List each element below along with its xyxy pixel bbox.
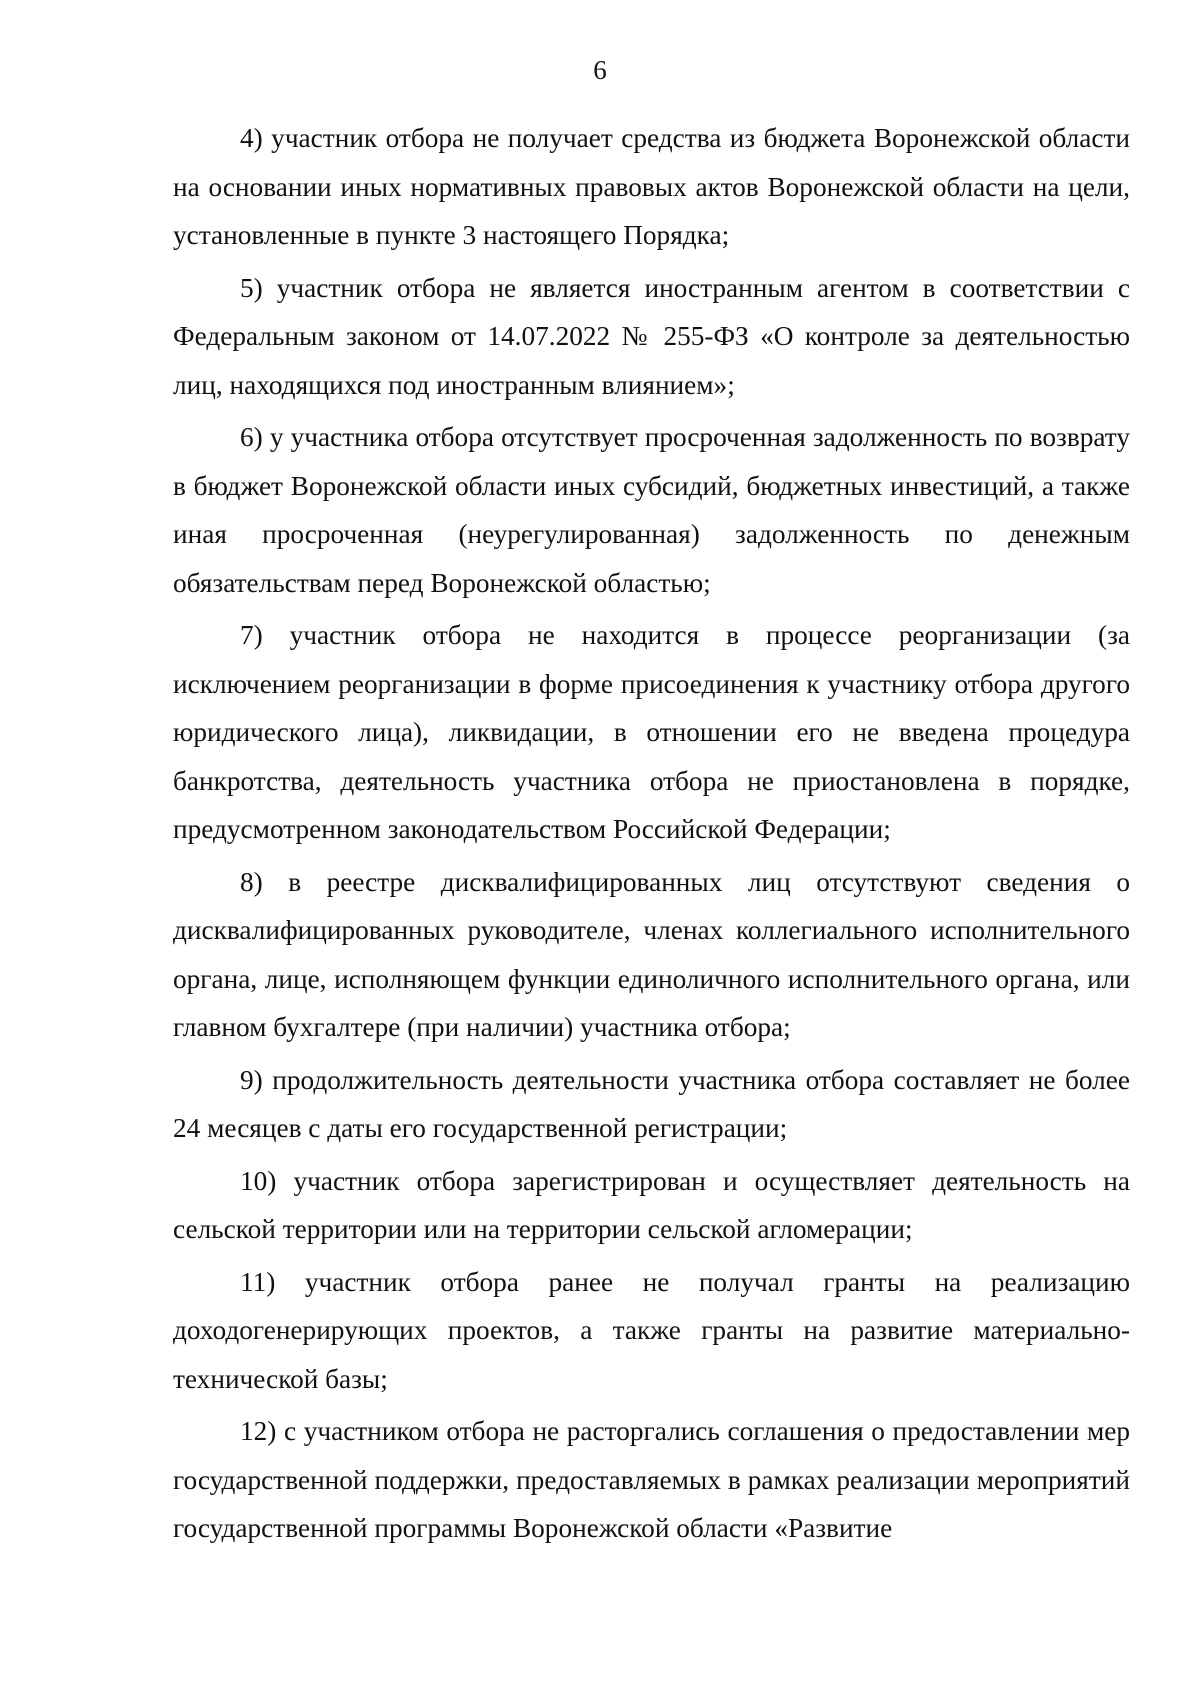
- document-body: [173, 114, 1130, 1557]
- paragraph-item-9: 9) продолжительность деятельности участника отбора составляет не более 24 месяцев с даты его государственной регистрации;: [173, 1064, 1130, 1143]
- paragraph-item-6: 6) у участника отбора отсутствует просроченная задолженность по возврату в бюджет Воронежской области иных субсидий, бюджетных инвестиций, а также иная просроченная (неурегулированная) задолженность по денежным обязательствам перед Воронежской областью;: [173, 422, 1130, 598]
- paragraph-item-10: 10) участник отбора зарегистрирован и осуществляет деятельность на сельской территории или на территории сельской агломерации;: [173, 1165, 1130, 1244]
- paragraph-item-12: 12) с участником отбора не расторгались соглашения о предоставлении мер государственной поддержки, предоставляемых в рамках реализации мероприятий государственной программы Воронежской области «Развитие: [173, 1416, 1130, 1543]
- paragraph-item-7: 7) участник отбора не находится в процессе реорганизации (за исключением реорганизации в форме присоединения к участнику отбора другого юридического лица), ликвидации, в отношении его не введена процедура банкротства, деятельность участника отбора не приостановлена в порядке, предусмотренном законодательством Российской Федерации;: [173, 620, 1130, 844]
- paragraph-item-5: 5) участник отбора не является иностранным агентом в соответствии с Федеральным законом от 14.07.2022 № 255-ФЗ «О контроле за деятельностью лиц, находящихся под иностранным влиянием»;: [173, 272, 1130, 400]
- paragraph-item-11: 11) участник отбора ранее не получал гранты на реализацию доходогенерирующих проектов, а также гранты на развитие материально-технической базы;: [173, 1266, 1130, 1394]
- page-number: 6: [593, 55, 607, 85]
- paragraph-item-8: 8) в реестре дисквалифицированных лиц отсутствуют сведения о дисквалифицированных руководителе, членах коллегиального исполнительного органа, лице, исполняющем функции единоличного исполнительного органа, или главном бухгалтере (при наличии) участника отбора;: [173, 866, 1130, 1042]
- paragraph-item-4: 4) участник отбора не получает средства из бюджета Воронежской области на основании иных нормативных правовых актов Воронежской области на цели, установленные в пункте 3 настоящего Порядка;: [173, 123, 1130, 250]
